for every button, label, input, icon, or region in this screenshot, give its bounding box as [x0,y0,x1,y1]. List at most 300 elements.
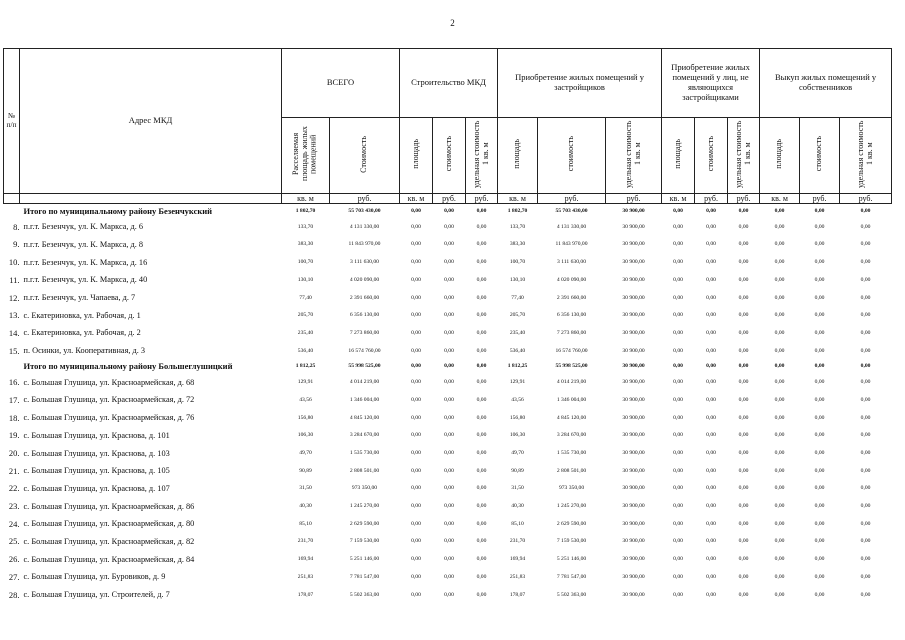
value-cell: 0,00 [411,396,421,403]
value-cell: 0,00 [774,259,785,266]
value-cell: 0,00 [814,223,825,230]
value-cell: 0,00 [706,520,716,527]
table-row [4,444,892,462]
value-cell: 383,30 [509,241,526,248]
value-cell: 49,70 [511,450,524,457]
value-cell: 0,00 [738,467,749,474]
value-cell: 7 781 547,00 [556,573,587,580]
value-cell: 0,00 [706,207,716,214]
value-cell: 0,00 [444,591,454,598]
value-cell: 0,00 [738,485,749,492]
value-cell: 0,00 [411,485,421,492]
value-cell: 0,00 [774,207,785,214]
unit-cell: руб. [433,193,466,203]
table-row [4,462,892,480]
unit-cell: руб. [538,193,606,203]
value-cell: 0,00 [444,485,454,492]
value-cell: 4 014 219,00 [556,379,587,386]
value-cell: 30 900,00 [622,379,645,386]
header-group-vsego: ВСЕГО [282,49,400,118]
value-cell: 0,00 [444,450,454,457]
value-cell: 205,70 [509,312,526,319]
value-cell: 178,07 [509,591,526,598]
value-cell: 0,00 [476,467,487,474]
value-cell: 30 900,00 [622,467,645,474]
value-cell: 0,00 [814,363,825,370]
value-cell: 0,00 [673,396,683,403]
value-cell: 0,00 [411,573,421,580]
value-cell: 1 535 730,00 [556,450,587,457]
value-cell: 0,00 [411,556,421,563]
value-cell: 0,00 [738,329,749,336]
value-cell: 0,00 [476,363,487,370]
value-cell: 129,91 [509,379,526,386]
value-cell: 0,00 [673,379,683,386]
value-cell: 536,40 [509,347,526,354]
address-cell: п.г.т. Безенчук, ул. К. Маркса, д. 8 [23,239,144,249]
value-cell: 30 900,00 [622,363,645,370]
value-cell: 0,00 [476,329,487,336]
value-cell: 5 251 146,00 [349,556,380,563]
value-cell: 5 502 363,00 [556,591,587,598]
value-cell: 0,00 [774,294,785,301]
value-cell: 0,00 [673,591,683,598]
address-cell: с. Большая Глушица, ул. Красноармейская, д. 68 [23,377,195,387]
value-cell: 973 350,00 [351,485,378,492]
value-cell: 0,00 [738,294,749,301]
address-cell: п.г.т. Безенчук, ул. Чапаева, д. 7 [23,293,136,303]
unit-cell: кв. м [498,193,538,203]
value-cell: 0,00 [444,259,454,266]
row-number: 25. [8,536,20,547]
value-cell: 0,00 [411,591,421,598]
value-cell: 3 111 630,00 [350,259,379,266]
table-row [4,427,892,445]
table-row [4,342,892,360]
value-cell: 0,00 [706,294,716,301]
value-cell: 0,00 [860,379,871,386]
value-cell: 0,00 [411,294,421,301]
value-cell: 0,00 [814,414,825,421]
value-cell: 1 812,25 [507,363,528,370]
address-cell: п.г.т. Безенчук, ул. К. Маркса, д. 40 [23,275,148,285]
value-cell: 0,00 [860,241,871,248]
value-cell: 0,00 [774,538,785,545]
address-cell: с. Большая Глушица, ул. Красноармейская, д. 72 [23,395,195,405]
value-cell: 0,00 [774,312,785,319]
value-cell: 0,00 [444,207,454,214]
table-row [4,289,892,307]
value-cell: 85,10 [299,520,312,527]
value-cell: 0,00 [814,591,825,598]
table-row [4,218,892,236]
value-cell: 0,00 [706,432,716,439]
address-cell: п.г.т. Безенчук, ул. К. Маркса, д. 16 [23,257,148,267]
value-cell: 0,00 [444,467,454,474]
value-cell: 4 131 330,00 [556,223,587,230]
value-cell: 0,00 [738,432,749,439]
value-cell: 7 159 530,00 [349,538,380,545]
value-cell: 1 346 004,00 [349,396,380,403]
value-cell: 77,40 [511,294,524,301]
value-cell: 77,40 [299,294,312,301]
row-number: 17. [8,394,20,405]
value-cell: 0,00 [814,520,825,527]
value-cell: 30 900,00 [622,414,645,421]
value-cell: 0,00 [411,538,421,545]
value-cell: 0,00 [860,573,871,580]
header-group-developers: Приобретение жилых помещений у застройщиков [498,49,662,118]
value-cell: 4 014 219,00 [349,379,380,386]
value-cell: 0,00 [706,347,716,354]
value-cell: 0,00 [706,312,716,319]
subheader-area-total: Расселяемая площадь жилых помещений [282,118,330,194]
address-cell: с. Екатериновка, ул. Рабочая, д. 2 [23,328,141,338]
value-cell: 2 391 660,00 [556,294,587,301]
value-cell: 0,00 [774,485,785,492]
address-cell: с. Большая Глушица, ул. Краснова, д. 105 [23,466,170,476]
row-number: 19. [8,430,20,441]
value-cell: 0,00 [476,241,487,248]
subheader-cost: стоимость [538,118,606,194]
value-cell: 1 812,25 [295,363,316,370]
address-cell: с. Большая Глушица, ул. Буровиков, д. 9 [23,572,166,582]
value-cell: 0,00 [476,538,487,545]
value-cell: 0,00 [476,379,487,386]
value-cell: 3 284 670,00 [349,432,380,439]
value-cell: 0,00 [444,538,454,545]
value-cell: 0,00 [860,329,871,336]
value-cell: 1 535 730,00 [349,450,380,457]
value-cell: 4 020 090,00 [556,276,587,283]
unit-cell: руб. [800,193,840,203]
value-cell: 2 629 590,00 [349,520,380,527]
value-cell: 205,70 [297,312,314,319]
value-cell: 0,00 [738,207,749,214]
row-number: 10. [8,257,20,268]
subheader-unit-cost: удельная стоимость 1 кв. м [606,118,662,194]
value-cell: 0,00 [860,396,871,403]
value-cell: 235,40 [297,329,314,336]
header-group-construction: Строительство МКД [400,49,498,118]
table-row [4,480,892,498]
value-cell: 0,00 [738,591,749,598]
value-cell: 0,00 [444,347,454,354]
value-cell: 0,00 [476,294,487,301]
value-cell: 0,00 [814,294,825,301]
value-cell: 0,00 [738,538,749,545]
value-cell: 0,00 [411,414,421,421]
value-cell: 0,00 [673,276,683,283]
value-cell: 4 020 090,00 [349,276,380,283]
subheader-unit-cost: удельная стоимость 1 кв. м [466,118,498,194]
subtotal-row [4,203,892,218]
value-cell: 0,00 [673,312,683,319]
unit-cell: руб. [606,193,662,203]
value-cell: 0,00 [860,538,871,545]
value-cell: 130,10 [509,276,526,283]
value-cell: 4 845 120,00 [556,414,587,421]
table-row [4,236,892,254]
value-cell: 0,00 [706,379,716,386]
value-cell: 0,00 [411,312,421,319]
value-cell: 0,00 [860,485,871,492]
value-cell: 7 273 860,00 [349,329,380,336]
value-cell: 0,00 [814,573,825,580]
value-cell: 133,70 [297,223,314,230]
value-cell: 0,00 [476,259,487,266]
value-cell: 30 900,00 [622,276,645,283]
value-cell: 0,00 [706,485,716,492]
value-cell: 0,00 [706,329,716,336]
value-cell: 31,50 [511,485,524,492]
value-cell: 0,00 [444,396,454,403]
value-cell: 100,70 [297,259,314,266]
value-cell: 0,00 [476,556,487,563]
value-cell: 30 900,00 [622,503,645,510]
unit-cell: кв. м [760,193,800,203]
value-cell: 178,07 [297,591,314,598]
value-cell: 0,00 [860,363,871,370]
value-cell: 55 998 525,00 [348,363,381,370]
value-cell: 11 843 970,00 [348,241,381,248]
table-row [4,515,892,533]
value-cell: 0,00 [774,503,785,510]
value-cell: 0,00 [476,573,487,580]
value-cell: 0,00 [444,414,454,421]
value-cell: 0,00 [476,450,487,457]
value-cell: 129,91 [297,379,314,386]
value-cell: 0,00 [814,207,825,214]
value-cell: 106,30 [509,432,526,439]
value-cell: 16 574 760,00 [348,347,381,354]
value-cell: 2 808 501,00 [349,467,380,474]
unit-cell: кв. м [400,193,433,203]
value-cell: 55 703 430,00 [348,207,381,214]
value-cell: 0,00 [774,396,785,403]
value-cell: 0,00 [673,485,683,492]
value-cell: 0,00 [444,432,454,439]
value-cell: 3 284 670,00 [556,432,587,439]
value-cell: 0,00 [411,223,421,230]
value-cell: 0,00 [860,450,871,457]
table-row [4,373,892,391]
value-cell: 0,00 [860,503,871,510]
unit-cell: руб. [695,193,728,203]
value-cell: 0,00 [814,241,825,248]
value-cell: 2 391 660,00 [349,294,380,301]
value-cell: 6 356 130,00 [349,312,380,319]
value-cell: 0,00 [444,503,454,510]
address-cell: с. Екатериновка, ул. Рабочая, д. 1 [23,310,141,320]
value-cell: 169,94 [297,556,314,563]
value-cell: 1 346 004,00 [556,396,587,403]
value-cell: 30 900,00 [622,591,645,598]
address-cell: с. Большая Глушица, ул. Красноармейская, д. 86 [23,501,195,511]
value-cell: 1 245 270,00 [349,503,380,510]
row-number: 13. [8,310,20,321]
value-cell: 3 111 630,00 [557,259,586,266]
value-cell: 0,00 [738,276,749,283]
value-cell: 0,00 [673,294,683,301]
row-number: 28. [8,589,20,600]
value-cell: 16 574 760,00 [555,347,588,354]
row-number: 23. [8,501,20,512]
value-cell: 0,00 [444,223,454,230]
value-cell: 43,56 [299,396,312,403]
value-cell: 85,10 [511,520,524,527]
value-cell: 0,00 [444,573,454,580]
value-cell: 0,00 [814,432,825,439]
unit-cell: руб. [466,193,498,203]
value-cell: 0,00 [476,591,487,598]
value-cell: 0,00 [444,556,454,563]
table-row [4,306,892,324]
subheader-cost: стоимость [433,118,466,194]
value-cell: 100,70 [509,259,526,266]
value-cell: 0,00 [860,294,871,301]
table-row [4,253,892,271]
value-cell: 0,00 [444,294,454,301]
subtotal-row [4,359,892,373]
value-cell: 0,00 [476,520,487,527]
value-cell: 1 802,70 [295,207,316,214]
value-cell: 0,00 [774,520,785,527]
value-cell: 0,00 [774,379,785,386]
value-cell: 0,00 [738,520,749,527]
value-cell: 0,00 [814,538,825,545]
row-number: 12. [8,292,20,303]
value-cell: 30 900,00 [622,556,645,563]
value-cell: 40,30 [299,503,312,510]
row-number: 9. [13,239,20,250]
address-cell: с. Большая Глушица, ул. Краснова, д. 101 [23,430,170,440]
value-cell: 4 845 120,00 [349,414,380,421]
value-cell: 0,00 [673,259,683,266]
value-cell: 0,00 [774,467,785,474]
value-cell: 0,00 [411,276,421,283]
row-number: 16. [8,377,20,388]
value-cell: 0,00 [444,329,454,336]
value-cell: 0,00 [738,414,749,421]
row-number: 27. [8,571,20,582]
value-cell: 0,00 [476,414,487,421]
value-cell: 0,00 [774,363,785,370]
value-cell: 90,89 [511,467,524,474]
value-cell: 0,00 [860,432,871,439]
table-row [4,568,892,586]
value-cell: 251,83 [297,573,314,580]
value-cell: 30 900,00 [622,538,645,545]
address-cell: с. Большая Глушица, ул. Краснова, д. 103 [23,448,170,458]
row-number: 20. [8,448,20,459]
value-cell: 0,00 [411,520,421,527]
row-number: 18. [8,412,20,423]
subheader-area: площадь [400,118,433,194]
value-cell: 0,00 [444,312,454,319]
value-cell: 1 245 270,00 [556,503,587,510]
address-cell: с. Большая Глушица, ул. Краснова, д. 107 [23,483,170,493]
table-row [4,324,892,342]
header-num: № п/п [4,49,20,194]
value-cell: 0,00 [814,396,825,403]
value-cell: 30 900,00 [622,207,645,214]
table-row [4,391,892,409]
value-cell: 536,40 [297,347,314,354]
value-cell: 0,00 [411,329,421,336]
value-cell: 0,00 [476,223,487,230]
value-cell: 0,00 [673,503,683,510]
value-cell: 0,00 [673,414,683,421]
value-cell: 130,10 [297,276,314,283]
value-cell: 0,00 [738,450,749,457]
address-cell: с. Большая Глушица, ул. Красноармейская, д. 80 [23,519,195,529]
value-cell: 0,00 [860,276,871,283]
unit-cell: руб. [840,193,892,203]
value-cell: 4 131 330,00 [349,223,380,230]
value-cell: 0,00 [774,329,785,336]
value-cell: 973 350,00 [558,485,585,492]
value-cell: 0,00 [706,450,716,457]
subheader-cost: стоимость [695,118,728,194]
address-cell: с. Большая Глушица, ул. Строителей, д. 7 [23,590,170,600]
value-cell: 0,00 [860,223,871,230]
value-cell: 7 781 547,00 [349,573,380,580]
value-cell: 0,00 [673,573,683,580]
value-cell: 1 802,70 [507,207,528,214]
header-group-buyout: Выкуп жилых помещений у собственников [760,49,892,118]
value-cell: 90,89 [299,467,312,474]
value-cell: 49,70 [299,450,312,457]
value-cell: 0,00 [814,347,825,354]
value-cell: 30 900,00 [622,485,645,492]
value-cell: 0,00 [706,591,716,598]
row-number: 11. [9,274,20,285]
subheader-cost-total: Стоимость [330,118,400,194]
value-cell: 0,00 [673,329,683,336]
value-cell: 30 900,00 [622,396,645,403]
row-number [4,203,20,218]
value-cell: 0,00 [411,241,421,248]
value-cell: 0,00 [814,379,825,386]
value-cell: 0,00 [706,538,716,545]
value-cell: 0,00 [444,276,454,283]
value-cell: 0,00 [860,414,871,421]
value-cell: 0,00 [411,450,421,457]
value-cell: 30 900,00 [622,259,645,266]
value-cell: 0,00 [411,259,421,266]
subheader-area: площадь [662,118,695,194]
value-cell: 0,00 [706,414,716,421]
value-cell: 0,00 [814,329,825,336]
value-cell: 0,00 [411,379,421,386]
value-cell: 0,00 [860,347,871,354]
value-cell: 55 703 430,00 [555,207,588,214]
address-cell: с. Большая Глушица, ул. Красноармейская, д. 76 [23,413,195,423]
value-cell: 0,00 [444,363,454,370]
value-cell: 0,00 [738,503,749,510]
address-cell: п. Осинки, ул. Кооперативная, д. 3 [23,346,146,356]
value-cell: 0,00 [738,223,749,230]
row-number: 8. [13,221,20,232]
value-cell: 0,00 [706,503,716,510]
value-cell: 7 273 860,00 [556,329,587,336]
value-cell: 383,30 [297,241,314,248]
value-cell: 0,00 [706,241,716,248]
value-cell: 0,00 [673,467,683,474]
value-cell: 0,00 [738,556,749,563]
value-cell: 0,00 [774,591,785,598]
